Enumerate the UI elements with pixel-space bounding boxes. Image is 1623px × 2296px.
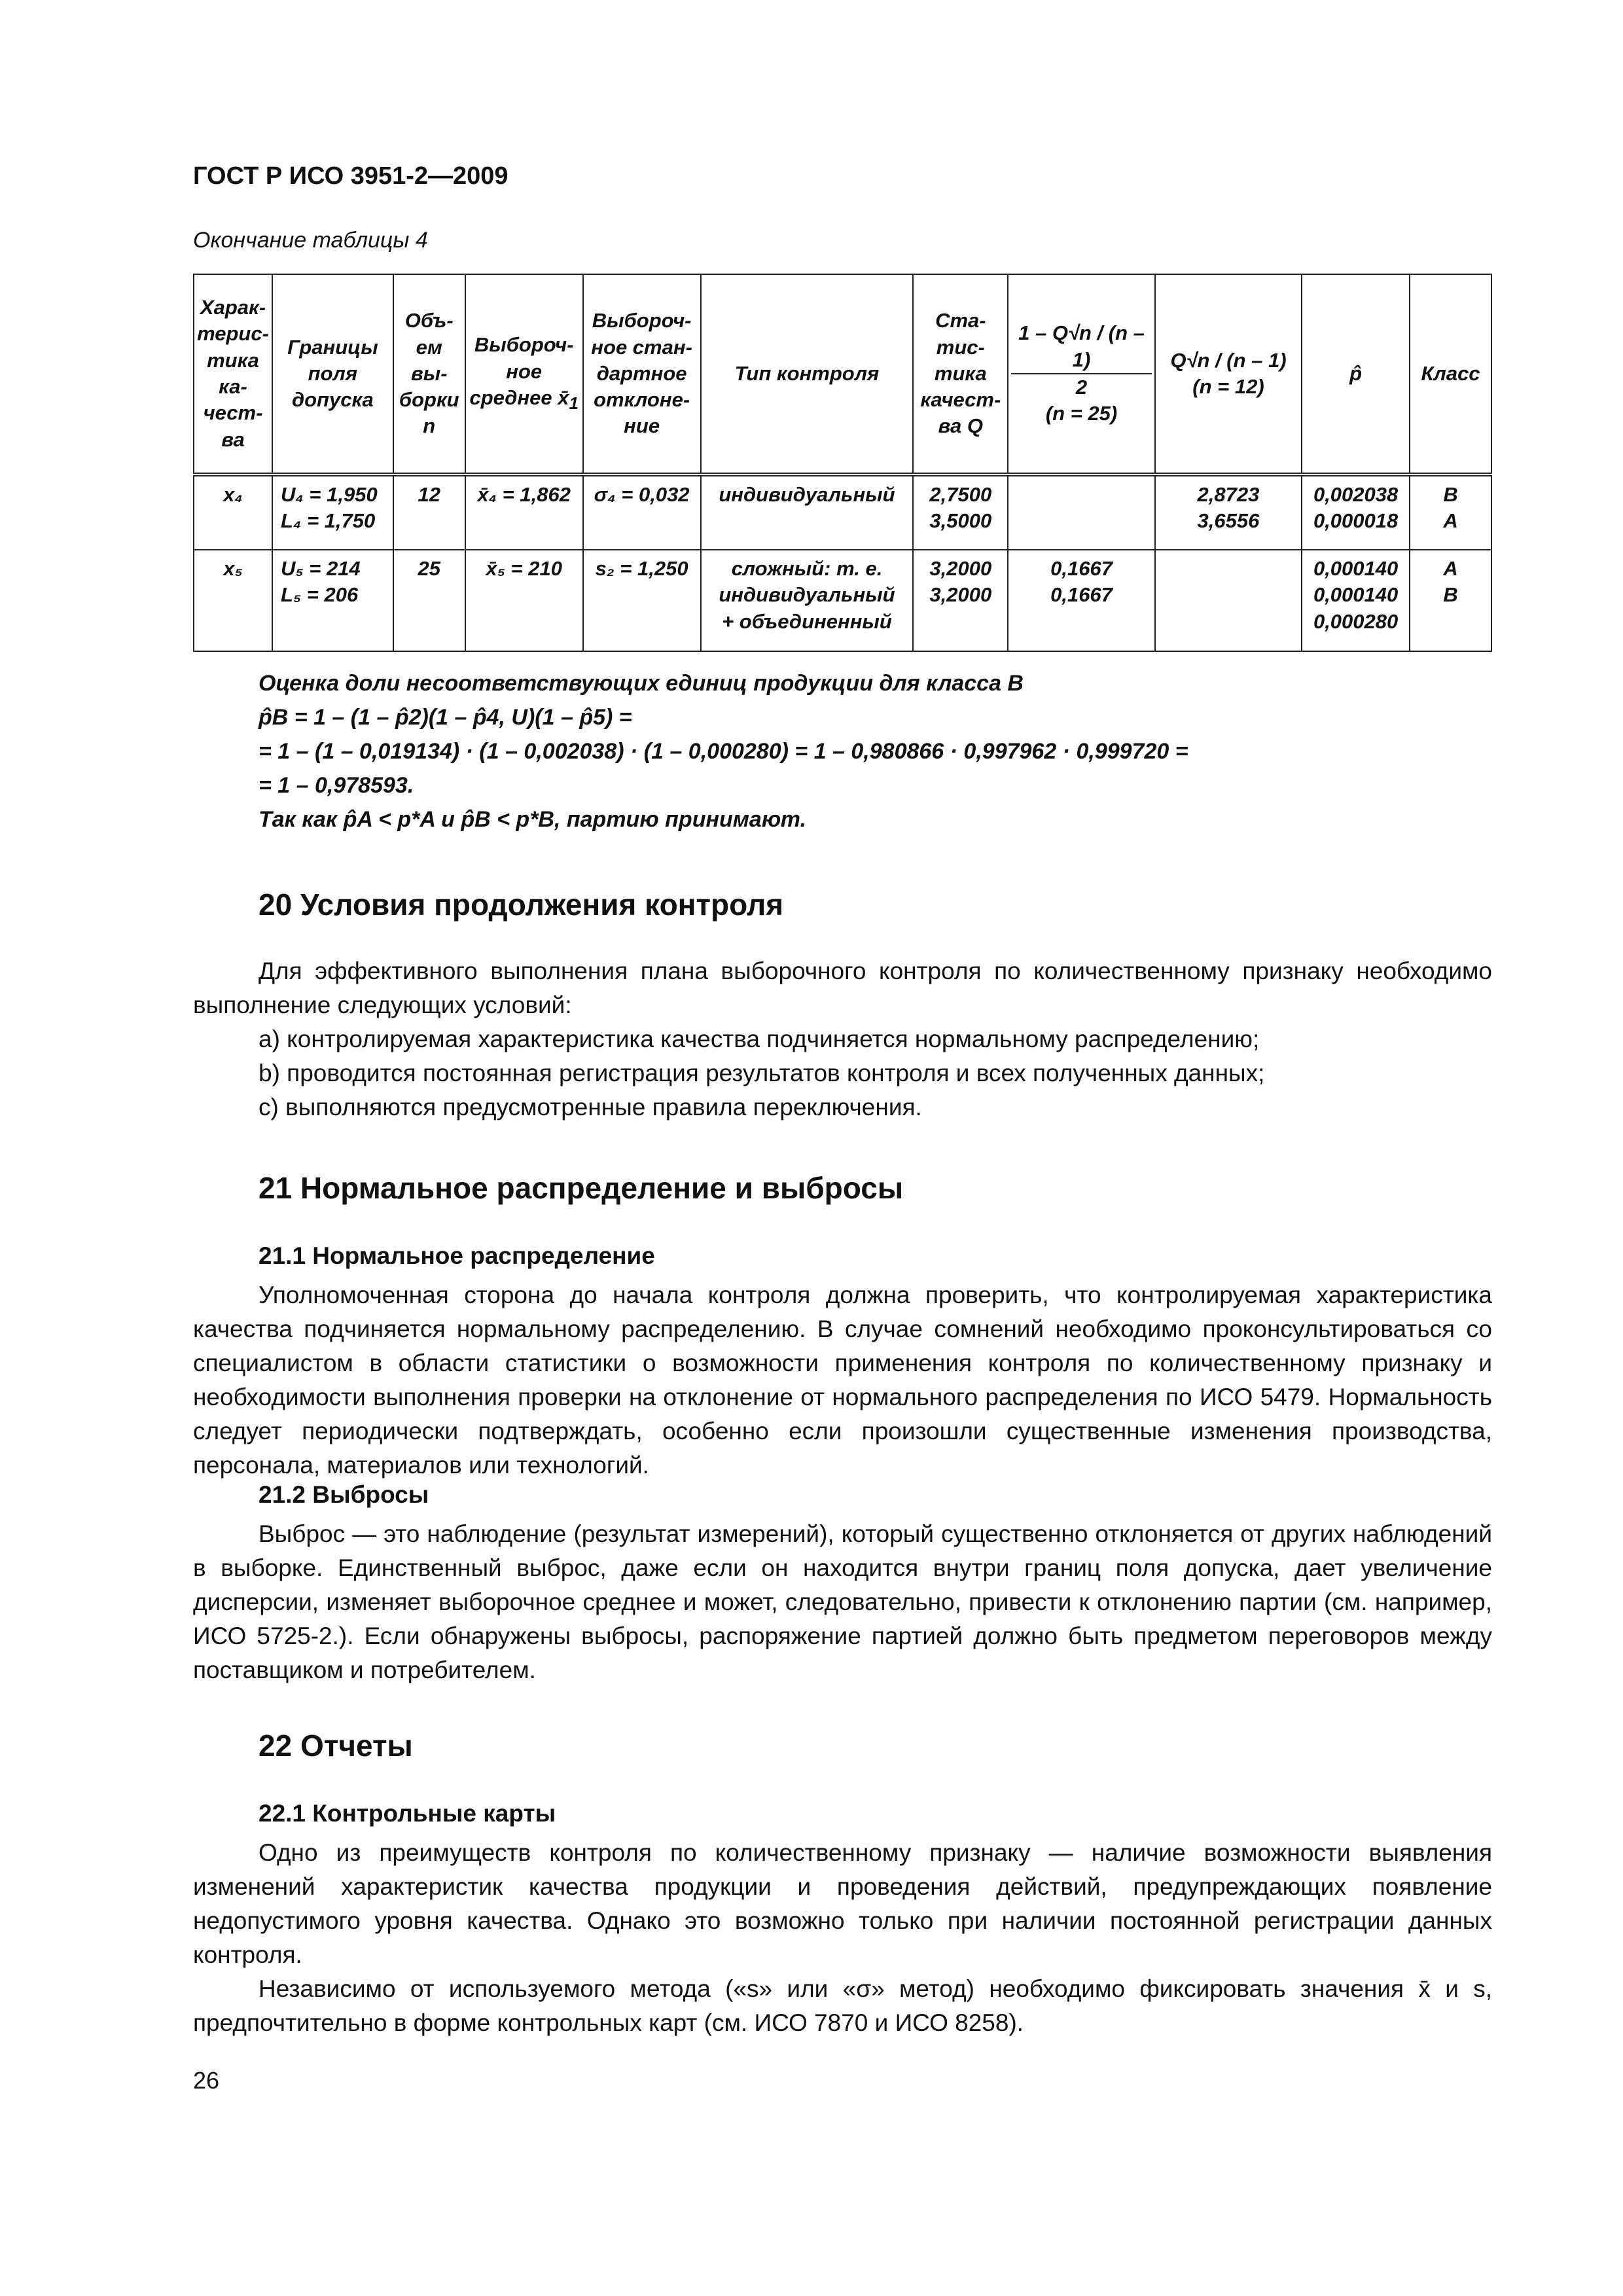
- col-header-sample-size: Объ- ем вы- борки n: [393, 274, 465, 475]
- section-22-1-body: [193, 1836, 1492, 2040]
- section-22-1-para-1: Одно из преимуществ контроля по количественному признаку — наличие возможности выявления изменений характеристик качества продукции и проведения действий, предупреждающих появление недопустимого уровня качества. Однако это возможно только при наличии постоянной регистрации данных контроля.: [193, 1839, 1492, 1968]
- calc-substitution: = 1 – (1 – 0,019134) · (1 – 0,002038) · (1 – 0,000280) = 1 – 0,980866 · 0,997962 · 0,999720 =: [259, 739, 1188, 764]
- cell-characteristic: x₄: [194, 475, 272, 550]
- cell-p-hat: 0,000140 0,000140 0,000280: [1302, 550, 1410, 651]
- section-20-heading: 20 Условия продолжения контроля: [259, 888, 784, 922]
- cell-statistic: 3,2000 3,2000: [913, 550, 1008, 651]
- section-21-2-body: [193, 1517, 1492, 1687]
- calc-title: Оценка доли несоответствующих единиц продукции для класса B: [259, 671, 1024, 696]
- cell-formula-25: [1008, 475, 1154, 550]
- cell-formula-12: 2,8723 3,6556: [1155, 475, 1302, 550]
- section-21-1-body: [193, 1278, 1492, 1482]
- formula-n25: (n = 25): [1045, 402, 1118, 425]
- section-21-1-heading: 21.1 Нормальное распределение: [259, 1242, 655, 1269]
- section-22-1-heading: 22.1 Контрольные карты: [259, 1800, 556, 1827]
- formula-numerator: 1 – Q√n / (n – 1): [1011, 320, 1151, 374]
- formula-n12: (n = 12): [1192, 375, 1264, 398]
- col-header-statistic: Ста- тис- тика качест- ва Q: [913, 274, 1008, 475]
- col-header-characteristic: Харак- терис- тика ка- чест- ва: [194, 274, 272, 475]
- section-21-1-text: Уполномоченная сторона до начала контроля должна проверить, что контролируемая характеристика качества подчиняется нормальному распределению. В случае сомнений необходимо проконсультироваться со специалистом в области статистики о возможности применения контроля по количественному признаку и необходимости выполнения проверки на отклонение от нормального распределения по ИСО 5479. Нормальность следует периодически подтверждать, особенно если произошли существенные изменения производства, персонала, материалов или технологий.: [193, 1282, 1492, 1479]
- table-header-row: [194, 274, 1491, 475]
- cell-mean: x̄₅ = 210: [465, 550, 583, 651]
- section-21-heading: 21 Нормальное распределение и выбросы: [259, 1171, 904, 1205]
- cell-formula-12: [1155, 550, 1302, 651]
- section-22-heading: 22 Отчеты: [259, 1729, 413, 1763]
- estimate-calculation: [259, 666, 1188, 836]
- col-header-sample-mean: Выбороч- ное среднее $x̄_1$: [465, 274, 583, 475]
- cell-formula-25: 0,1667 0,1667: [1008, 550, 1154, 651]
- calc-conclusion: Так как p̂A < p*A и p̂B < p*B, партию принимают.: [259, 807, 807, 832]
- formula-12-top: Q√n / (n – 1): [1170, 348, 1287, 372]
- cell-limits: U₅ = 214 L₅ = 206: [272, 550, 393, 651]
- cell-class: A B: [1410, 550, 1491, 651]
- document-header: ГОСТ Р ИСО 3951-2—2009: [193, 162, 508, 190]
- col-header-class: Класс: [1410, 274, 1491, 475]
- list-item: a) контролируемая характеристика качества подчиняется нормальному распределению;: [259, 1026, 1260, 1052]
- table-caption: Окончание таблицы 4: [193, 228, 428, 253]
- list-item: b) проводится постоянная регистрация результатов контроля и всех полученных данных;: [259, 1060, 1265, 1086]
- cell-std: s₂ = 1,250: [583, 550, 701, 651]
- section-20-intro: Для эффективного выполнения плана выборочного контроля по количественному признаку необходимо выполнение следующих условий:: [193, 958, 1492, 1018]
- cell-control-type: индивидуальный: [701, 475, 914, 550]
- calc-formula: p̂B = 1 – (1 – p̂2)(1 – p̂4, U)(1 – p̂5) =: [259, 705, 632, 730]
- calc-result: = 1 – 0,978593.: [259, 773, 414, 798]
- cell-statistic: 2,7500 3,5000: [913, 475, 1008, 550]
- table-row: [194, 550, 1491, 651]
- col-header-limits: Границы поля допуска: [272, 274, 393, 475]
- cell-std: σ₄ = 0,032: [583, 475, 701, 550]
- col-header-formula-25: [1008, 274, 1154, 475]
- col-header-control-type: Тип контроля: [701, 274, 914, 475]
- cell-characteristic: x₅: [194, 550, 272, 651]
- cell-mean: x̄₄ = 1,862: [465, 475, 583, 550]
- col-header-sample-std: Выбороч- ное стан- дартное отклоне- ние: [583, 274, 701, 475]
- col-header-formula-12: [1155, 274, 1302, 475]
- section-22-1-para-2: Независимо от используемого метода («s» или «σ» метод) необходимо фиксировать значения x̄ и s, предпочтительно в форме контрольных карт (см. ИСО 7870 и ИСО 8258).: [193, 1975, 1492, 2036]
- cell-sample-size: 12: [393, 475, 465, 550]
- list-item: c) выполняются предусмотренные правила переключения.: [259, 1094, 922, 1121]
- section-21-2-text: Выброс — это наблюдение (результат измерений), который существенно отклоняется от других наблюдений в выборке. Единственный выброс, даже если он находится внутри границ поля допуска, дает увеличение дисперсии, изменяет выборочное среднее и может, следовательно, привести к отклонению партии (см. например, ИСО 5725-2.). Если обнаружены выбросы, распоряжение партией должно быть предметом переговоров между поставщиком и потребителем.: [193, 1520, 1492, 1683]
- cell-control-type: сложный: т. е. индивидуальный + объединенный: [701, 550, 914, 651]
- cell-p-hat: 0,002038 0,000018: [1302, 475, 1410, 550]
- col-header-p-hat: p̂: [1302, 274, 1410, 475]
- table-row: [194, 475, 1491, 550]
- section-20-body: [193, 954, 1492, 1124]
- cell-class: B A: [1410, 475, 1491, 550]
- cell-sample-size: 25: [393, 550, 465, 651]
- page-number: 26: [193, 2067, 220, 2094]
- section-21-2-heading: 21.2 Выбросы: [259, 1481, 429, 1508]
- table-4: [193, 274, 1492, 652]
- cell-limits: U₄ = 1,950 L₄ = 1,750: [272, 475, 393, 550]
- formula-denominator: 2: [1075, 376, 1088, 399]
